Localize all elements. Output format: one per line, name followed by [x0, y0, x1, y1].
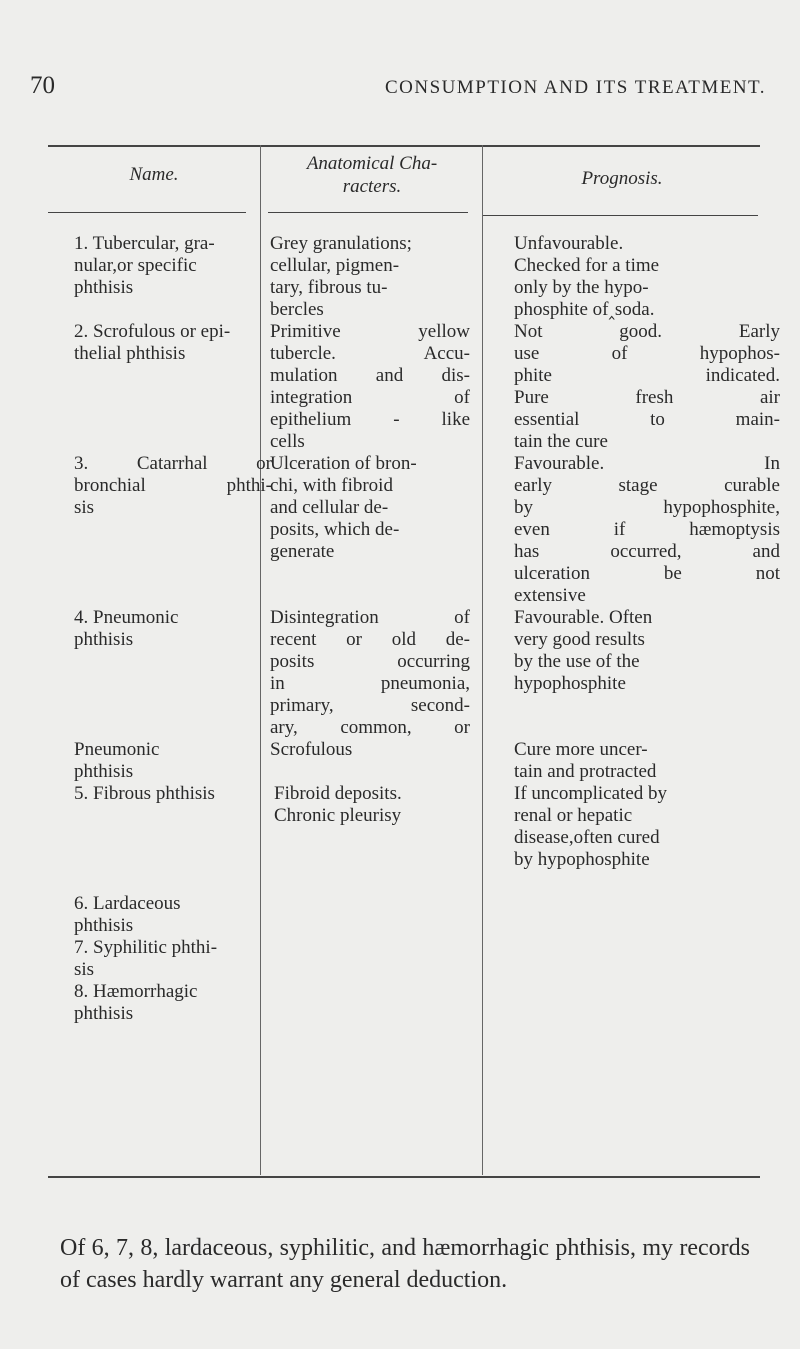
row-5-anatomy: Fibroid deposits. Chronic pleurisy [274, 783, 402, 826]
row-1-prognosis: Unfavourable. Checked for a time only by the hypo- phosphite of‸soda. [514, 233, 660, 320]
row-6-name: 6. Lardaceous phthisis [74, 893, 181, 936]
row-1-anatomy: Grey granulations; cellular, pigmen- tary, fibrous tu- bercles [270, 233, 412, 320]
row-4-prognosis: Favourable. Often very good results by the use of the hypophosphite [514, 607, 653, 694]
row-2-anatomy: Primitive yellow tubercle. Accu- mulation and dis- integration of epithelium - like cells [270, 321, 470, 452]
row-4b-name: Pneumonic phthisis [74, 739, 160, 782]
row-1-name: 1. Tubercular, gra- nular,or specific phthisis [74, 233, 215, 298]
row-2-name: 2. Scrofulous or epi- thelial phthisis [74, 321, 231, 364]
page-header [30, 72, 770, 100]
column-header-name: Name. [129, 164, 179, 185]
row-5-name: 5. Fibrous phthisis [74, 783, 215, 804]
row-4-name: 4. Pneumonic phthisis [74, 607, 179, 650]
row-7-name: 7. Syphilitic phthi- sis [74, 937, 218, 980]
row-3-name: 3. Catarrhal or bronchial phthi- sis [74, 453, 272, 518]
table-bottom-rule [48, 1176, 760, 1178]
header-underline-name [48, 212, 246, 213]
row-8-name: 8. Hæmorrhagic phthisis [74, 981, 198, 1024]
header-underline-anatomy [268, 212, 468, 213]
column-divider-2 [482, 145, 483, 1175]
table-top-rule [48, 145, 760, 147]
row-4-anatomy: Disintegration of recent or old de- posits occurring in pneumonia, primary, second- ary, common, or Scrofulous [270, 607, 470, 760]
row-2-prognosis: Not good. Early use of hypophos- phite indicated. Pure fresh air essential to main- tain the cure [514, 321, 780, 452]
page-number: 70 [30, 72, 55, 99]
row-3-prognosis: Favourable. In early stage curable by hypophosphite, even if hæmoptysis has occurred, and ulceration be not extensive [514, 453, 780, 606]
column-header-anatomy: Anatomical Cha- racters. [306, 153, 438, 197]
running-title: CONSUMPTION AND ITS TREATMENT. [384, 77, 766, 98]
row-3-anatomy: Ulceration of bron- chi, with fibroid and cellular de- posits, which de- generate [270, 453, 417, 562]
column-header-prognosis: Prognosis. [581, 168, 663, 189]
row-4b-prognosis: Cure more uncer- tain and protracted [514, 739, 657, 782]
row-5-prognosis: If uncomplicated by renal or hepatic disease,often cured by hypophosphite [514, 783, 668, 870]
footer-paragraph: Of 6, 7, 8, lardaceous, syphilitic, and hæmorrhagic phthisis, my records of cases hardly warrant any general deduction. [60, 1235, 750, 1293]
header-underline-prognosis [483, 215, 758, 216]
